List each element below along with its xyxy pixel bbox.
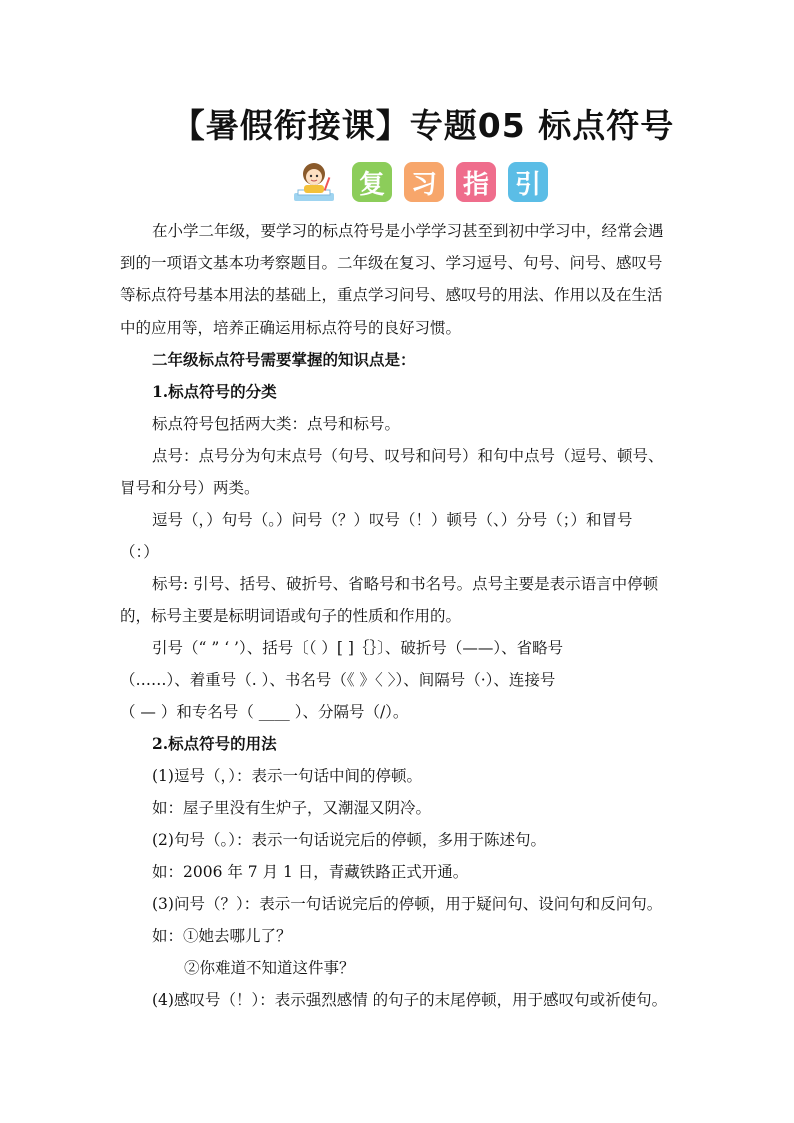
studying-child-icon	[288, 157, 340, 207]
paragraph-line: 标点符号包括两大类：点号和标号。	[152, 415, 401, 433]
tile-yin: 引	[508, 162, 548, 202]
page-title: 【暑假衔接课】专题05 标点符号	[171, 106, 675, 145]
usage-example: 如：屋子里没有生炉子，又潮湿又阴冷。	[152, 799, 432, 817]
tile-fu: 复	[352, 162, 392, 202]
paragraph-line: 冒号和分号）两类。	[120, 479, 260, 497]
usage-example: 如：2006 年 7 月 1 日，青藏铁路正式开通。	[152, 863, 469, 881]
paragraph-line: 引号（“ ” ‘ ’）、括号〔（ ）[ ]｛｝〕、破折号（——）、省略号	[152, 639, 564, 657]
review-guide-banner	[288, 158, 560, 206]
usage-question: (3)问号（？）：表示一句话说完后的停顿，用于疑问句、设问句和反问句。	[152, 895, 663, 913]
paragraph-line: （ — ）和专名号（ ____ ）、分隔号（/）。	[120, 703, 409, 721]
paragraph-line: （：）	[120, 543, 159, 561]
knowledge-heading: 二年级标点符号需要掌握的知识点是：	[152, 350, 416, 369]
intro-line-2: 到的一项语文基本功考察题目。二年级在复习、学习逗号、句号、问号、感叹号	[120, 254, 663, 272]
usage-exclamation: (4)感叹号（！）：表示强烈感情 的句子的末尾停顿，用于感叹句或祈使句。	[152, 991, 668, 1009]
intro-line-1: 在小学二年级，要学习的标点符号是小学学习甚至到初中学习中，经常会遇	[152, 222, 664, 240]
paragraph-line: 标号: 引号、括号、破折号、省略号和书名号。点号主要是表示语言中停顿	[152, 575, 659, 593]
usage-example: ②你难道不知道这件事？	[184, 959, 355, 977]
tile-zhi: 指	[456, 162, 496, 202]
intro-line-4: 中的应用等，培养正确运用标点符号的良好习惯。	[120, 319, 462, 337]
usage-example: 如：①她去哪儿了？	[152, 927, 292, 945]
section-2-heading: 2.标点符号的用法	[152, 734, 277, 753]
usage-period: (2)句号（。）：表示一句话说完后的停顿，多用于陈述句。	[152, 831, 546, 849]
intro-line-3: 等标点符号基本用法的基础上，重点学习问号、感叹号的用法、作用以及在生活	[120, 286, 663, 304]
paragraph-line: 的，标号主要是标明词语或句子的性质和作用的。	[120, 607, 462, 625]
paragraph-line: 逗号（，）句号（。）问号（？）叹号（！）顿号（、）分号（；）和冒号	[152, 511, 633, 529]
paragraph-line: （……）、着重号（. ）、书名号（《 》〈 〉）、间隔号（·）、连接号	[120, 671, 556, 689]
tile-xi: 习	[404, 162, 444, 202]
usage-comma: (1)逗号（，）：表示一句话中间的停顿。	[152, 767, 422, 785]
section-1-heading: 1.标点符号的分类	[152, 382, 277, 401]
paragraph-line: 点号：点号分为句末点号（句号、叹号和问号）和句中点号（逗号、顿号、	[152, 447, 664, 465]
